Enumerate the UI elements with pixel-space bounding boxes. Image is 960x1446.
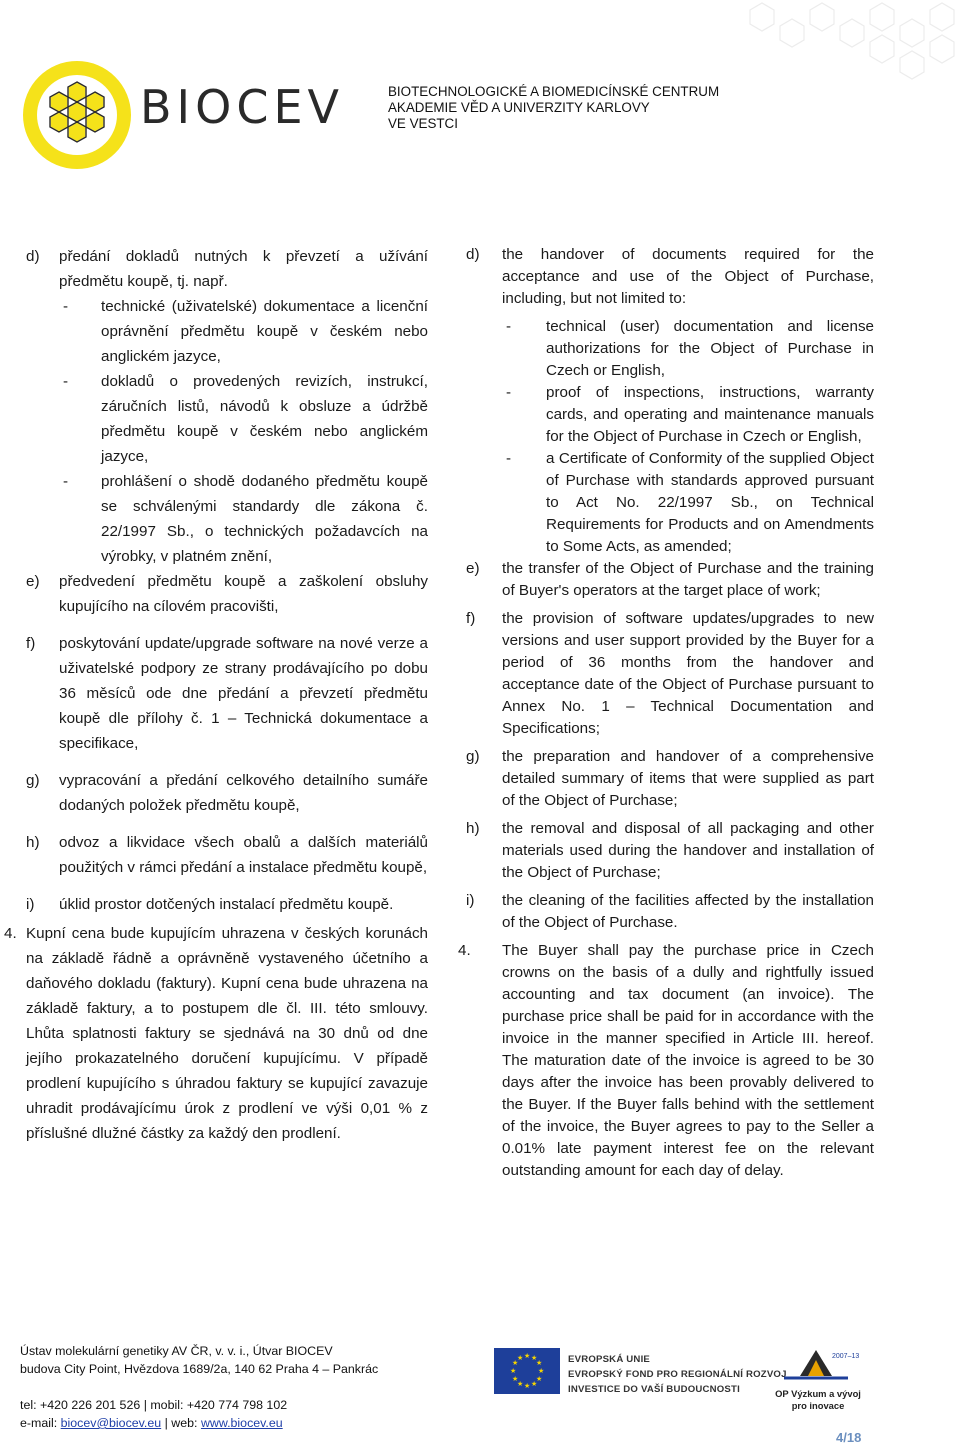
clause-label: f)	[466, 610, 476, 627]
article-text: Kupní cena bude kupujícím uhrazena v českých korunách na základě řádně a oprávněně vystaveného účetního a daňového dokladu (faktury). Kupní cena bude uhrazena na základě faktury, a to postupem dle čl. III. této smlouvy. Lhůta splatnosti faktury se sjednává na 30 dnů od dne jejího prokazatelného doručení kupujícímu. V případě prodlení kupujícího s úhradou faktury se kupující zavazuje uhradit prodávajícímu úrok z prodlení ve výši 0,01 % z příslušné dlužné částky za každý den prodlení.	[26, 925, 428, 1142]
dash-bullet: -	[506, 384, 512, 401]
clause-text: předvedení předmětu koupě a zaškolení obsluhy kupujícího na cílovém pracovišti,	[59, 573, 428, 615]
clause-text: předání dokladů nutných k převzetí a užívání předmětu koupě, tj. např.	[59, 248, 428, 290]
eu-line-1: EVROPSKÁ UNIE	[568, 1354, 651, 1365]
clause-i-cz	[26, 892, 428, 917]
footer-mobil: mobil: +420 774 798 102	[150, 1398, 288, 1412]
clause-i-en	[466, 890, 874, 934]
clause-label: f)	[26, 635, 36, 652]
clause-f-cz	[26, 631, 428, 756]
footer-address: budova City Point, Hvězdova 1689/2a, 140 62 Praha 4 – Pankrác	[20, 1362, 379, 1376]
clause-label: g)	[26, 772, 40, 789]
footer-links	[20, 1414, 378, 1432]
clause-label: e)	[466, 560, 480, 577]
clause-label: h)	[466, 820, 480, 837]
sub-item	[502, 382, 874, 448]
footer-tel: tel: +420 226 201 526	[20, 1398, 141, 1412]
article-4-cz	[4, 921, 428, 1146]
op-years: 2007–13	[832, 1353, 860, 1360]
clause-g-en	[466, 746, 874, 812]
dash-bullet: -	[63, 298, 69, 315]
sub-item-text: prohlášení o shodě dodaného předmětu koupě se schválenými standardy dle zákona č. 22/1997 Sb., o technických požadavcích na výrobky, v platném znění,	[101, 473, 428, 565]
sub-item-text: technické (uživatelské) dokumentace a licenční oprávnění předmětu koupě v českém nebo anglickém jazyce,	[101, 298, 428, 365]
sub-item	[63, 369, 428, 469]
clause-text: the provision of software updates/upgrades to new versions and user support provided by the Buyer for a period of 36 months from the handover and acceptance date of the Object of Purchase pursuant to Annex No. 1 – Technical Documentation and Specifications;	[502, 610, 874, 737]
svg-text:★: ★	[524, 1352, 531, 1360]
biocev-logo-icon	[22, 60, 132, 170]
clause-text: the cleaning of the facilities affected by the installation of the Object of Purchase.	[502, 892, 874, 931]
svg-text:★: ★	[538, 1367, 545, 1375]
clause-h-en	[466, 818, 874, 884]
clause-d-cz	[26, 244, 428, 294]
sub-item-text: a Certificate of Conformity of the supplied Object of Purchase with standards approved pursuant to Act No. 22/1997 Sb., on Technical Requirements for Products and on Amendments to Some Acts, as amended;	[546, 450, 874, 555]
clause-text: the preparation and handover of a comprehensive detailed summary of items that were supplied as part of the Object of Purchase;	[502, 748, 874, 809]
institution-header	[388, 84, 719, 132]
clause-text: poskytování update/upgrade software na nové verze a uživatelské podpory ze strany prodávajícího po dobu 36 měsíců ode dne předání a převzetí předmětu koupě dle přílohy č. 1 – Technická dokumentace a specifikace,	[59, 635, 428, 752]
clause-text: odvoz a likvidace všech obalů a dalších materiálů použitých v rámci předání a instalace předmětu koupě,	[59, 834, 428, 876]
clause-d-en	[466, 244, 874, 310]
eu-flag-icon	[494, 1348, 560, 1394]
dash-bullet: -	[506, 450, 512, 467]
czech-column	[4, 244, 428, 1146]
institution-line-1: BIOTECHNOLOGICKÉ A BIOMEDICÍNSKÉ CENTRUM	[388, 84, 720, 99]
sub-item-text: dokladů o provedených revizích, instrukcí, záručních listů, návodů k obsluze a údržbě předmětu koupě v českém nebo anglickém jazyce,	[101, 373, 428, 465]
article-number: 4.	[458, 942, 471, 959]
web-label: web:	[171, 1416, 198, 1430]
op-vav-logo-icon	[770, 1346, 862, 1388]
sub-item	[63, 294, 428, 369]
svg-text:★: ★	[517, 1354, 524, 1362]
eu-line-3: INVESTICE DO VAŠÍ BUDOUCNOSTI	[568, 1384, 740, 1395]
english-column	[458, 244, 874, 1182]
footer-institute: Ústav molekulární genetiky AV ČR, v. v. i., Útvar BIOCEV	[20, 1344, 333, 1358]
sub-item	[502, 316, 874, 382]
dash-bullet: -	[63, 473, 69, 490]
clause-label: d)	[466, 246, 480, 263]
clause-label: i)	[466, 892, 475, 909]
clause-e-en	[466, 558, 874, 602]
dash-bullet: -	[506, 318, 512, 335]
clause-text: the removal and disposal of all packaging and other materials used during the handover and installation of the Object of Purchase;	[502, 820, 874, 881]
clause-e-cz	[26, 569, 428, 619]
separator: |	[164, 1416, 168, 1430]
clause-text: vypracování a předání celkového detailního sumáře dodaných položek předmětu koupě,	[59, 772, 428, 814]
web-link[interactable]: www.biocev.eu	[200, 1416, 283, 1430]
eu-line-2: EVROPSKÝ FOND PRO REGIONÁLNÍ ROZVOJ	[568, 1369, 787, 1380]
article-4-en	[458, 940, 874, 1182]
institution-line-2: AKADEMIE VĚD A UNIVERZITY KARLOVY	[388, 100, 650, 115]
svg-text:★: ★	[531, 1354, 538, 1362]
clause-f-en	[466, 608, 874, 740]
svg-text:★: ★	[510, 1367, 517, 1375]
op-line-2: pro inovace	[791, 1400, 845, 1411]
svg-text:★: ★	[536, 1375, 543, 1383]
page-number: 4/18	[836, 1430, 862, 1445]
op-line-1: OP Výzkum a vývoj	[775, 1388, 861, 1399]
dash-bullet: -	[63, 373, 69, 390]
hexagon-pattern-decoration	[630, 0, 960, 90]
svg-text:★: ★	[531, 1380, 538, 1388]
article-number: 4.	[4, 925, 17, 942]
clause-label: g)	[466, 748, 480, 765]
svg-text:★: ★	[517, 1380, 524, 1388]
sub-item-text: proof of inspections, instructions, warranty cards, and operating and maintenance manuals for the Object of Purchase in Czech or English,	[546, 384, 874, 445]
email-link[interactable]: biocev@biocev.eu	[60, 1416, 162, 1430]
clause-h-cz	[26, 830, 428, 880]
clause-label: i)	[26, 896, 35, 913]
clause-g-cz	[26, 768, 428, 818]
brand-name: BIOCEV	[140, 80, 344, 134]
footer-phones	[20, 1396, 378, 1414]
clause-text: úklid prostor dotčených instalací předmětu koupě.	[59, 896, 394, 913]
article-text: The Buyer shall pay the purchase price in Czech crowns on the basis of a dully and rightfully issued accounting and tax document (an invoice). The purchase price shall be paid for in accordance with the invoice in the manner specified in Article III. hereof. The maturation date of the invoice is agreed to be 30 days after the invoice has been provably delivered to the Buyer. If the Buyer falls behind with the settlement of the invoice, the Buyer agrees to pay to the Seller a 0.01% late payment interest fee on the relevant outstanding amount for each day of delay.	[502, 942, 874, 1179]
clause-text: the handover of documents required for the acceptance and use of the Object of Purchase, including, but not limited to:	[502, 246, 874, 307]
sub-item	[63, 469, 428, 569]
svg-text:★: ★	[512, 1359, 519, 1367]
clause-label: h)	[26, 834, 40, 851]
sub-item-text: technical (user) documentation and license authorizations for the Object of Purchase in Czech or English,	[546, 318, 874, 379]
institution-line-3: VE VESTCI	[388, 116, 458, 131]
eu-fund-text	[568, 1352, 787, 1397]
sub-item	[502, 448, 874, 558]
clause-label: d)	[26, 248, 40, 265]
separator: |	[143, 1398, 147, 1412]
svg-text:★: ★	[536, 1359, 543, 1367]
footer-contact	[20, 1342, 378, 1432]
svg-text:★: ★	[512, 1375, 519, 1383]
op-vav-text	[772, 1388, 864, 1412]
clause-text: the transfer of the Object of Purchase and the training of Buyer's operators at the target place of work;	[502, 560, 874, 599]
clause-label: e)	[26, 573, 40, 590]
svg-text:★: ★	[524, 1382, 531, 1390]
email-label: e-mail:	[20, 1416, 58, 1430]
